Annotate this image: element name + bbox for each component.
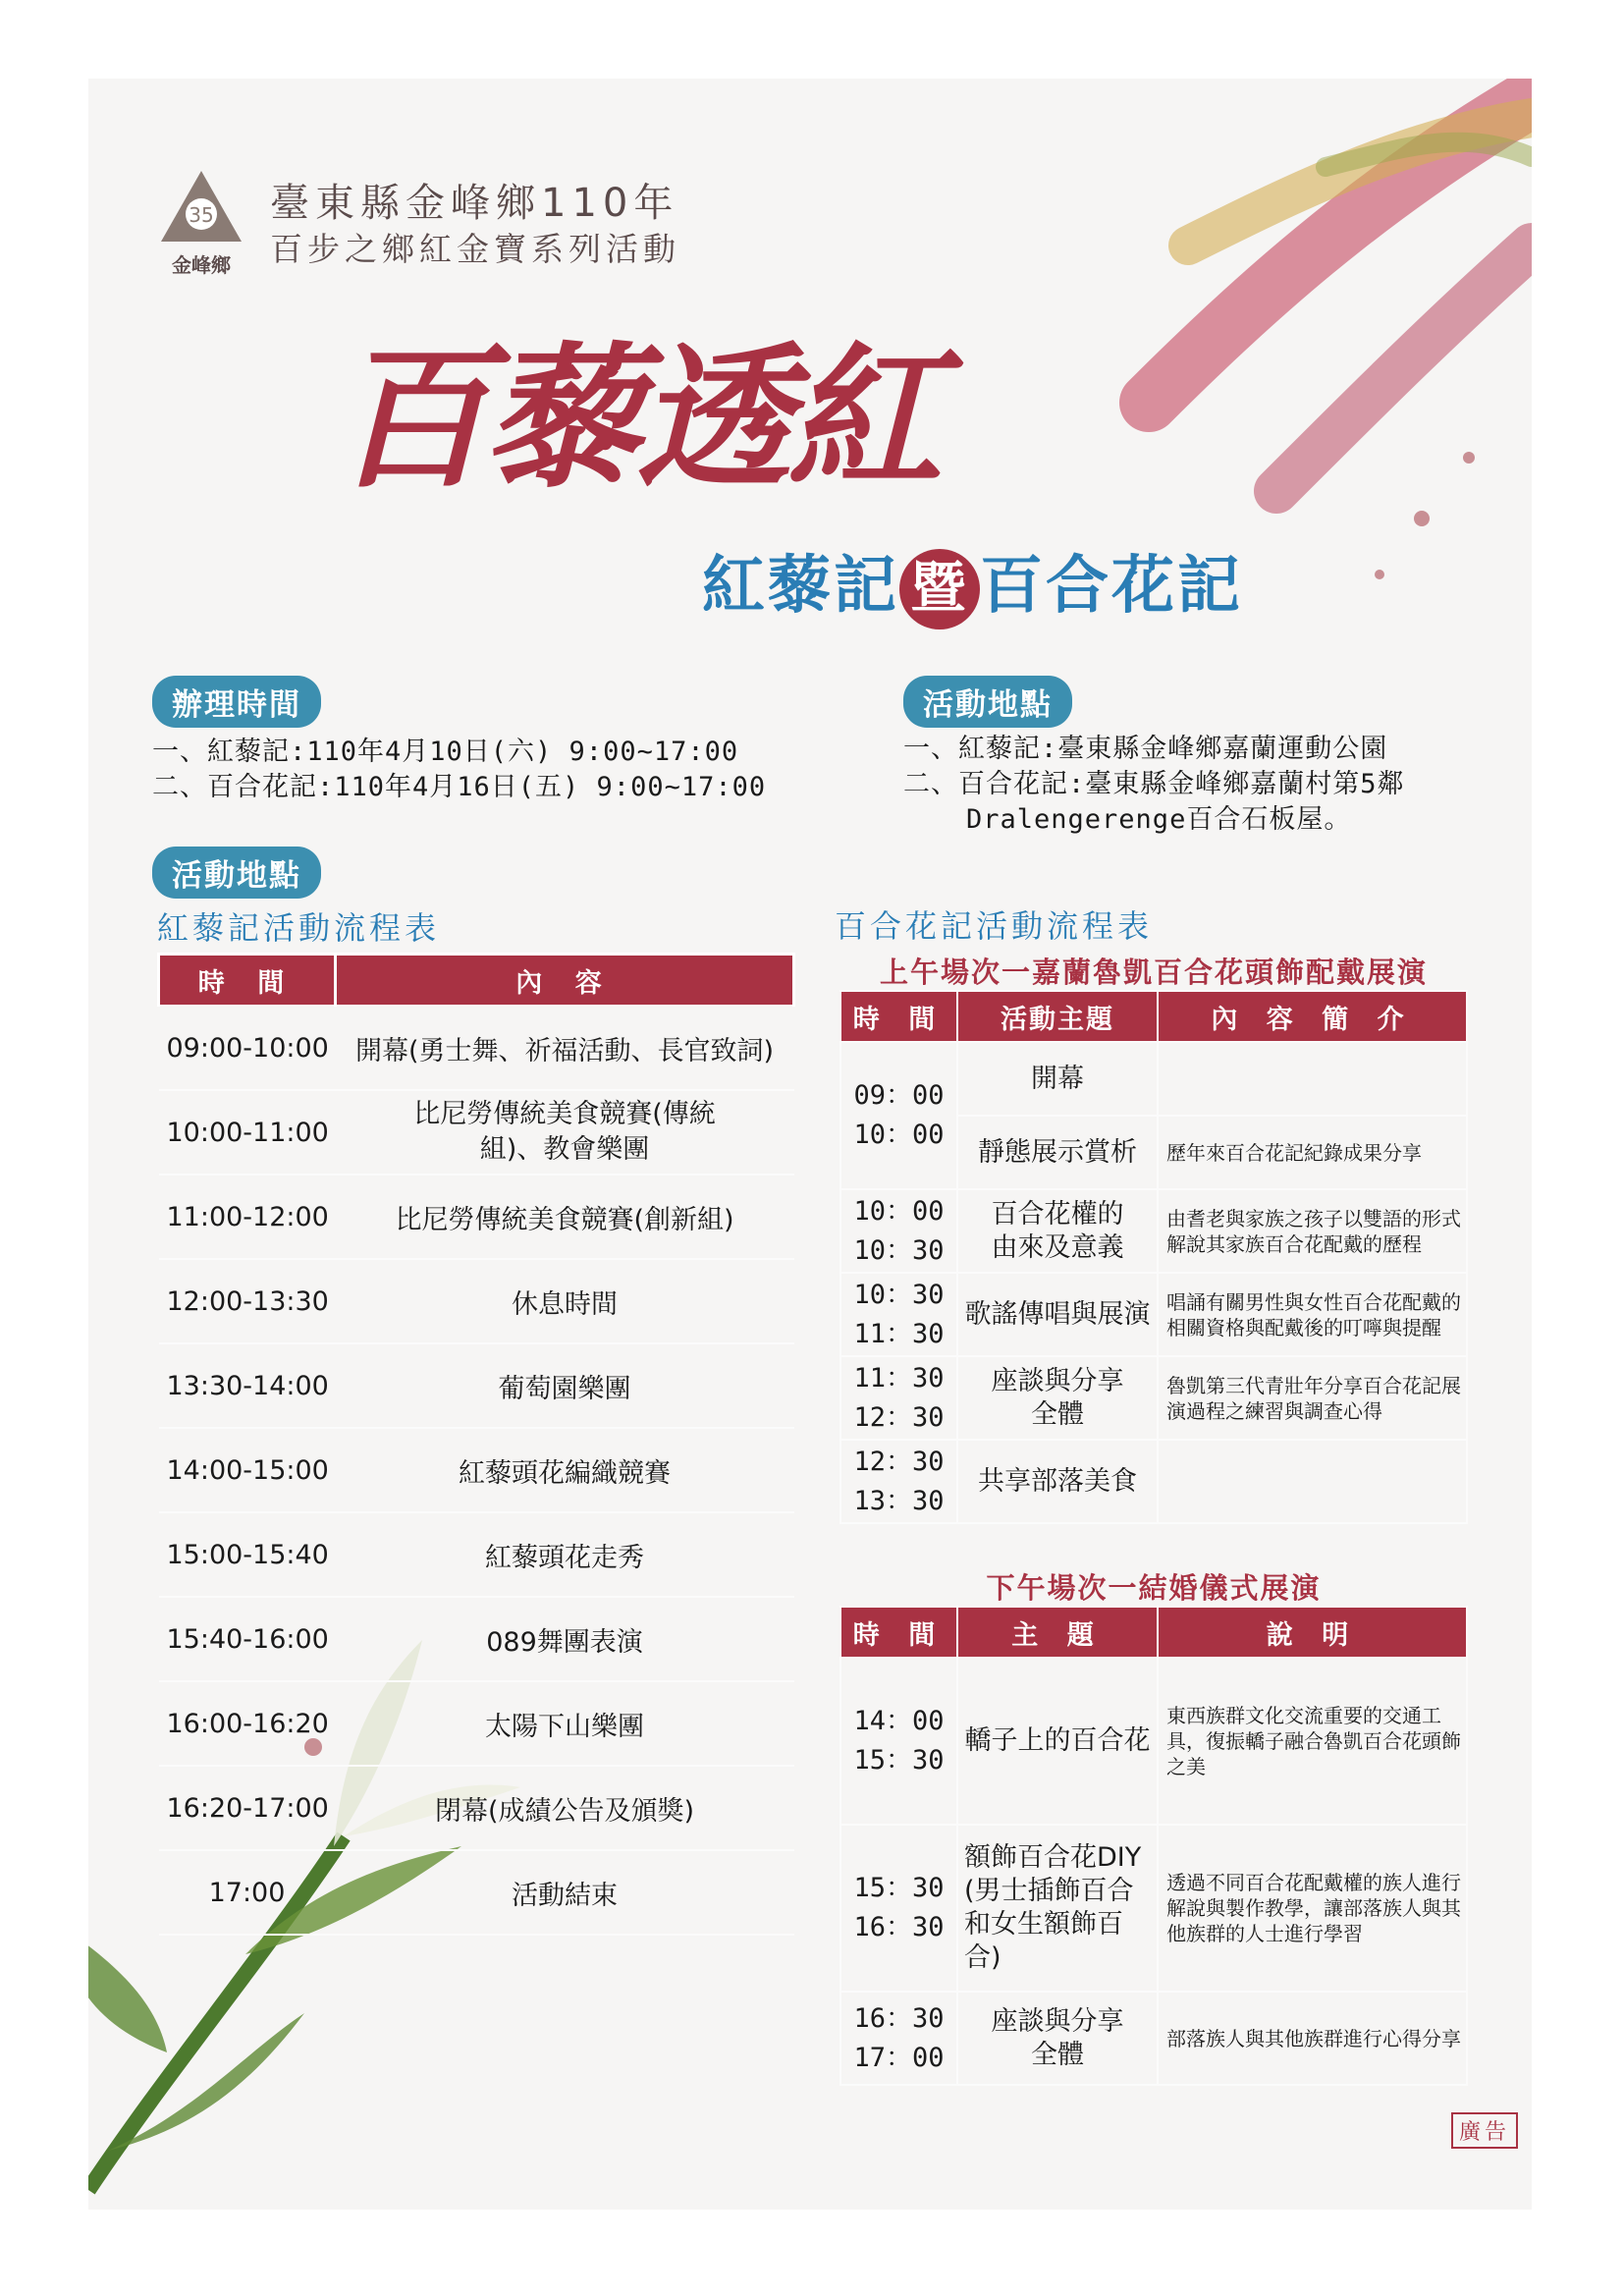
header-theme: 主 題 — [957, 1607, 1158, 1658]
table-row — [840, 1992, 1467, 2085]
row-theme: 百合花權的 由來及意義 — [957, 1189, 1158, 1273]
table-row — [159, 1090, 794, 1175]
table-row — [159, 1006, 794, 1090]
header-time: 時 間 — [840, 1607, 957, 1658]
row-content: 太陽下山樂團 — [336, 1681, 794, 1766]
row-theme: 開幕 — [957, 1042, 1158, 1116]
venue-line: 二、百合花記:臺東縣金峰鄉嘉蘭村第5鄰 — [903, 769, 1405, 799]
table-row — [840, 1273, 1467, 1356]
header-time: 時 間 — [840, 991, 957, 1042]
table-row — [159, 1428, 794, 1512]
row-desc: 歷年來百合花記紀錄成果分享 — [1158, 1116, 1467, 1189]
mountain-logo-icon — [157, 167, 245, 246]
table-header-row — [159, 955, 794, 1007]
row-time: 15:00-15:40 — [159, 1512, 336, 1597]
table-header-row — [840, 1607, 1467, 1658]
row-content: 休息時間 — [336, 1259, 794, 1343]
row-desc: 唱誦有關男性與女性百合花配戴的相關資格與配戴後的叮嚀與提醒 — [1158, 1273, 1467, 1356]
svg-text:35: 35 — [189, 203, 214, 227]
row-time: 13:30-14:00 — [159, 1343, 336, 1428]
row-time: 16:00-16:20 — [159, 1681, 336, 1766]
row-time: 17:00 — [159, 1850, 336, 1935]
header-desc: 內 容 簡 介 — [1158, 991, 1467, 1042]
event-subtitle — [702, 535, 1243, 629]
schedule-info — [152, 735, 766, 805]
venue-badge: 活動地點 — [903, 676, 1072, 728]
row-theme: 座談與分享 全體 — [957, 1356, 1158, 1440]
table-row — [840, 1440, 1467, 1523]
table-row — [840, 1042, 1467, 1116]
table-row — [159, 1175, 794, 1259]
row-time: 10：00 10：30 — [840, 1189, 957, 1273]
header-desc: 說 明 — [1158, 1607, 1467, 1658]
row-theme: 靜態展示賞析 — [957, 1116, 1158, 1189]
row-time: 10：30 11：30 — [840, 1273, 957, 1356]
venue-line: 一、紅藜記:臺東縣金峰鄉嘉蘭運動公園 — [903, 734, 1388, 764]
row-time: 10:00-11:00 — [159, 1090, 336, 1175]
row-desc: 部落族人與其他族群進行心得分享 — [1158, 1992, 1467, 2085]
row-content: 閉幕(成績公告及頒獎) — [336, 1766, 794, 1850]
morning-caption: 上午場次一嘉蘭魯凱百合花頭飾配戴展演 — [879, 956, 1428, 989]
row-desc: 透過不同百合花配戴權的族人進行解說與製作教學，讓部落族人與其他族群的人士進行學習 — [1158, 1825, 1467, 1992]
header-theme: 活動主題 — [957, 991, 1158, 1042]
header-content: 內 容 — [336, 955, 794, 1007]
row-desc: 東西族群文化交流重要的交通工具，復振轎子融合魯凱百合花頭飾之美 — [1158, 1658, 1467, 1825]
right-section-title: 百合花記活動流程表 — [835, 907, 1154, 945]
table-row — [840, 1356, 1467, 1440]
schedule-line: 一、紅藜記:110年4月10日(六) 9:00~17:00 — [152, 737, 739, 767]
afternoon-caption: 下午場次一結婚儀式展演 — [986, 1571, 1322, 1605]
schedule-badge: 辦理時間 — [152, 676, 321, 728]
table-row — [840, 1189, 1467, 1273]
row-theme: 轎子上的百合花 — [957, 1658, 1158, 1825]
row-desc: 由耆老與家族之孩子以雙語的形式解說其家族百合花配戴的歷程 — [1158, 1189, 1467, 1273]
main-title: 百藜透紅 — [334, 328, 939, 510]
table-row — [159, 1259, 794, 1343]
lily-afternoon-table — [839, 1606, 1468, 2086]
row-time: 11：30 12：30 — [840, 1356, 957, 1440]
organizer-title: 臺東縣金峰鄉110年 — [270, 181, 679, 226]
row-content: 089舞團表演 — [336, 1597, 794, 1681]
subtitle-right: 百合花記 — [980, 550, 1243, 623]
row-time: 14：00 15：30 — [840, 1658, 957, 1825]
logo-text: 金峰鄉 — [172, 253, 231, 277]
table-row — [840, 1825, 1467, 1992]
organizer-subtitle: 百步之鄉紅金寶系列活動 — [270, 230, 680, 268]
row-content: 紅藜頭花走秀 — [336, 1512, 794, 1597]
table-row — [159, 1343, 794, 1428]
table-row — [159, 1597, 794, 1681]
row-time: 14:00-15:00 — [159, 1428, 336, 1512]
table-row — [159, 1850, 794, 1935]
subtitle-connector: 暨 — [899, 549, 980, 629]
row-content: 活動結束 — [336, 1850, 794, 1935]
left-section-badge: 活動地點 — [152, 847, 321, 899]
quinoa-schedule-table — [157, 953, 795, 1936]
table-row — [159, 1766, 794, 1850]
table-header-row — [840, 991, 1467, 1042]
row-time: 09：00 10：00 — [840, 1042, 957, 1189]
advertisement-label: 廣告 — [1451, 2112, 1518, 2149]
row-theme: 座談與分享 全體 — [957, 1992, 1158, 2085]
table-row — [159, 1681, 794, 1766]
row-desc — [1158, 1042, 1467, 1116]
subtitle-left: 紅藜記 — [702, 550, 899, 623]
lily-morning-table — [839, 990, 1468, 1524]
row-desc — [1158, 1440, 1467, 1523]
row-theme: 額飾百合花DIY (男士插飾百合 和女生額飾百 合) — [957, 1825, 1158, 1992]
row-time: 11:00-12:00 — [159, 1175, 336, 1259]
row-time: 16:20-17:00 — [159, 1766, 336, 1850]
row-time: 09:00-10:00 — [159, 1006, 336, 1090]
venue-info — [903, 732, 1405, 838]
row-time: 12：30 13：30 — [840, 1440, 957, 1523]
row-content: 葡萄園樂團 — [336, 1343, 794, 1428]
schedule-line: 二、百合花記:110年4月16日(五) 9:00~17:00 — [152, 772, 767, 802]
left-section-title: 紅藜記活動流程表 — [157, 909, 441, 947]
row-theme: 共享部落美食 — [957, 1440, 1158, 1523]
row-time: 15:40-16:00 — [159, 1597, 336, 1681]
table-row — [840, 1658, 1467, 1825]
table-row — [159, 1512, 794, 1597]
decorative-speck — [1414, 511, 1430, 526]
decorative-speck — [1375, 570, 1384, 579]
row-content: 比尼勞傳統美食競賽(創新組) — [336, 1175, 794, 1259]
header-time: 時 間 — [159, 955, 336, 1007]
row-content: 紅藜頭花編織競賽 — [336, 1428, 794, 1512]
row-time: 16：30 17：00 — [840, 1992, 957, 2085]
decorative-speck — [1463, 452, 1475, 464]
row-content: 比尼勞傳統美食競賽(傳統組)、教會樂團 — [336, 1090, 794, 1175]
quinoa-illustration — [1110, 79, 1532, 540]
row-time: 15：30 16：30 — [840, 1825, 957, 1992]
row-content: 開幕(勇士舞、祈福活動、長官致詞) — [336, 1006, 794, 1090]
row-time: 12:00-13:30 — [159, 1259, 336, 1343]
township-logo — [157, 167, 245, 275]
row-desc: 魯凱第三代青壯年分享百合花記展演過程之練習與調查心得 — [1158, 1356, 1467, 1440]
venue-line: Dralengerenge百合石板屋。 — [966, 804, 1352, 835]
row-theme: 歌謠傳唱與展演 — [957, 1273, 1158, 1356]
